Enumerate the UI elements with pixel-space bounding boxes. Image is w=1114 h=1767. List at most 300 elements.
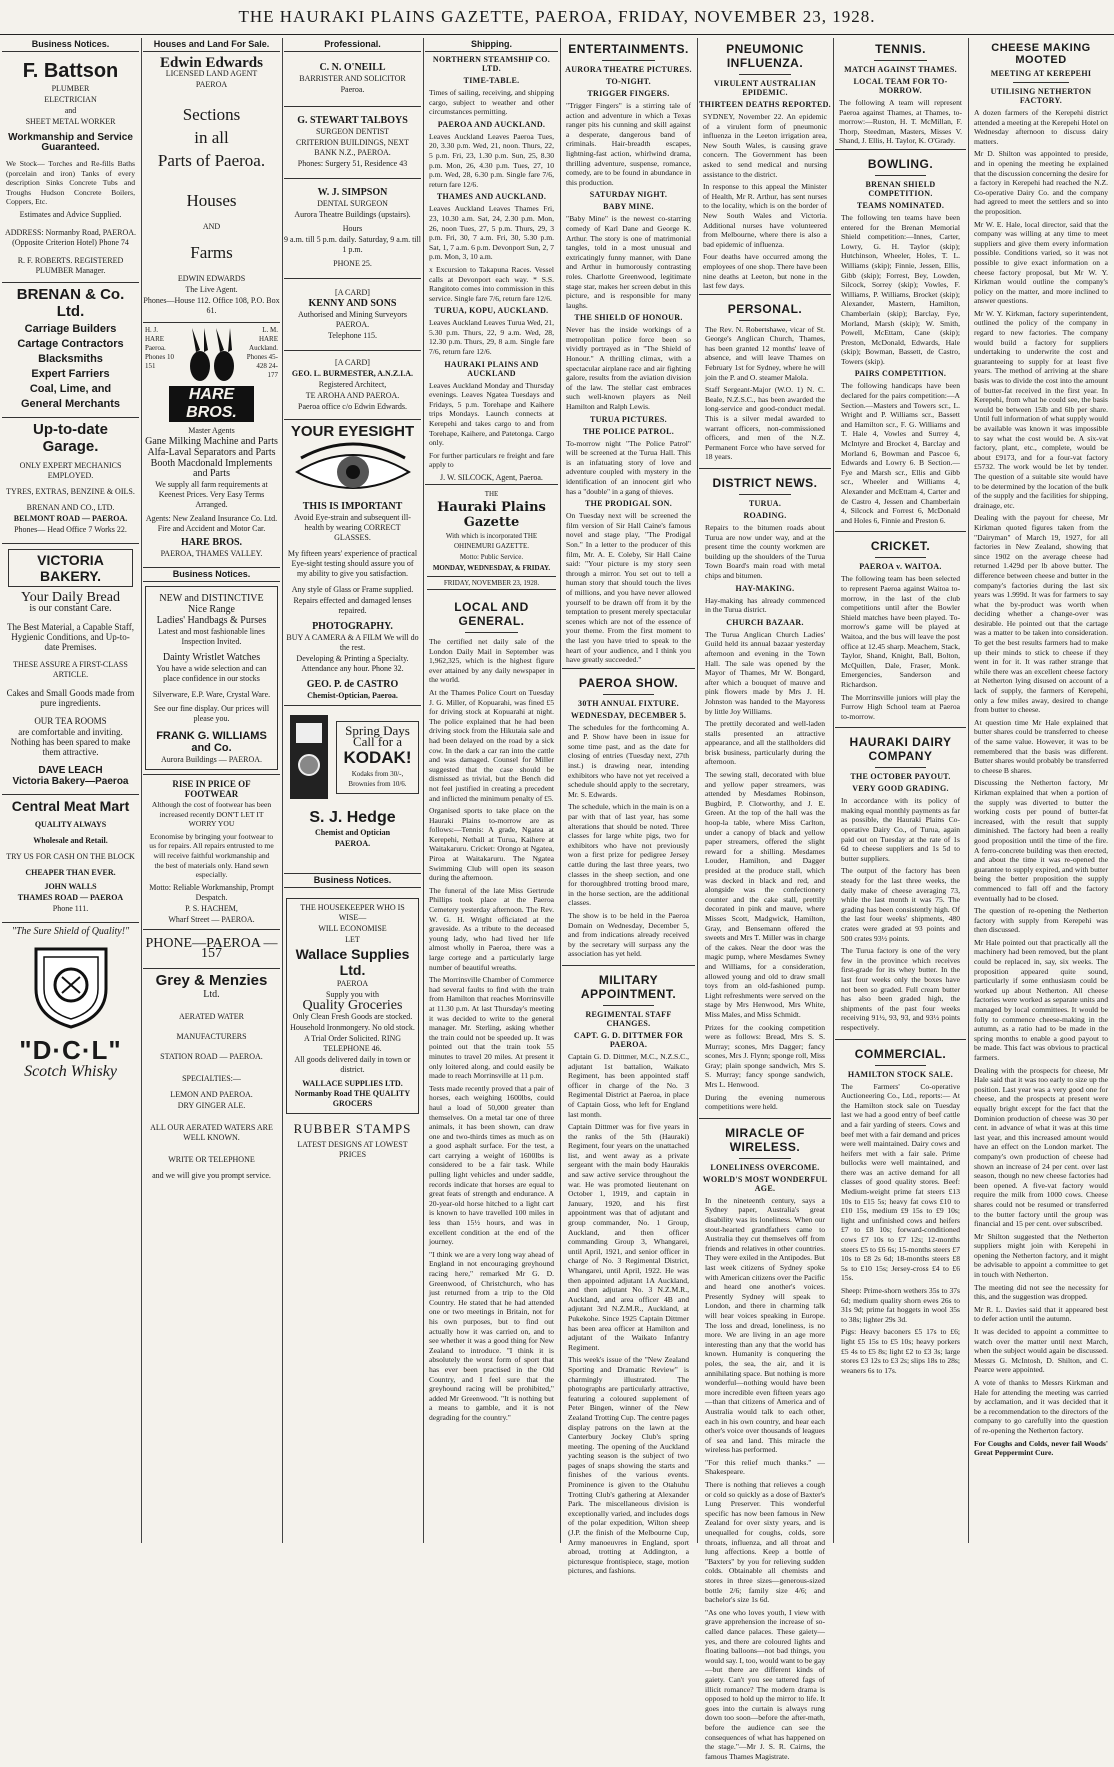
ad-line: You have a wide selection and can place confidence in our stocks [156,664,267,683]
dcl-whisky-ad [2,922,139,1081]
paragraph: Sheep: Prime-shorn wethers 35s to 37s 6d; medium quality shorn ewes 26s to 31s 9d; prime fat hoggets in wool 35s to 38s; lighter 29s 3d. [841,1286,960,1324]
paragraph: Prizes for the cooking competition were as follows: Bread, Mrs S. S. Murray; scones, Mrs Dagger; fancy scones, Mrs J. Flynn; sponge roll, Miss Gray; plain sponge sandwich, Mrs S. S. Murray; fancy sponge sandwich, Mrs L. Henwood. [705,1022,825,1090]
ad-line: Phones: Surgery 51, Residence 43 [297,159,408,168]
ad-line: Paeroa. [340,85,365,94]
paragraph: The Farmers' Co-operative Auctioneering Co., Ltd., reports:— At the Hamilton stock sale on Tuesday last we had a good entry of beef cattle and a fair yarding of steers. Cows and beef met with a fair demand and prices were well maintained. Dairy cows and heifers met with a fair sale. Prime bullocks were well maintained, and there was an active demand for all classes of good quality stores. Beef: Medium-weight prime fat steers £13 10s to £15 5s; heavy fat cows £10 to £10 15s, medium £9 15s to £9 10s; light and unfinished cows and heifers £7 to £8 10s; forward-conditioned cows £7 10s to £7 12s; 12-months steers £5 to £6 6s; 15-months steers £7 10s to £8 2s 6d; 18-months steers £8 5s to £10 15s; Jersey-cross £4 to £6 15s. [841,1081,960,1283]
ad-line: AND [202,222,221,231]
paragraph: The following ten teams have been entered for the Brenan Memorial Shield competition:—Innes, Carter, Lowry, G. H. Taylor (skip); Hutchinson, Wheeler, Holes, T. L. Williams (skip); Finnie, Jessen, Ellis, Gibb (skip); Forrest, Bey, Lowden, Silcock, Sorrey (skip); Vowles, F. Williams, P. Williams, Brocket (skip); Alexander, Mastern, Hamilton, Chamberlain (skip); Barclay, Fye, Morland, Marsh (skip); W. Smith, Powell, McEttam, Cane (skip); Preston, McDonald, Edwards, Hale (skip); Bowman, Bassett, de Castro, Towers (skip). [841,212,960,366]
ad-line: Cartage Contractors [17,337,124,350]
shipping-timetable [425,55,558,483]
ad-line: are comfortable and inviting. Nothing has been spared to make them attractive. [10,726,131,757]
kodak-ad [284,705,421,853]
paragraph: Never has the inside workings of a metropolitan police force been so vividly portrayed as in "The Shield of Honour." A thrilling climax, with a spectacular airplane race and air fighting galore, results from the aviation division of the law. The stellar cast embraces such well-known players as Neil Hamilton and Ralph Lewis. [566,325,691,412]
column-4 [425,38,558,1543]
cricket [835,531,966,727]
local-and-general [425,600,558,1423]
ad-line: Nice Range [188,604,235,615]
paragraph: Captain G. D. Dittmer, M.C., N.Z.S.C., adjutant 1st battalion, Waikato Regiment, has been appointed staff officer in charge of the No. 3 Regimental District at Paeroa, in place of Captain Goss, who left for England last month. [568,1051,689,1119]
column-label: Houses and Land For Sale. [143,38,280,52]
ad-line: The Best Material, a Capable Staff, Hygienic Conditions, and Up-to-date Premises. [6,621,135,652]
sub-head: THE PRODIGAL SON. [584,499,673,509]
column-1 [2,38,139,1543]
entertainments [562,42,695,665]
paragraph: Dealing with the payout for cheese, Mr Kirkman quoted figures taken from the "Dairyman" of March 19, 1927, for all factories in New Zealand, showing that since 1902 on the average cheese had returned 1.429d per lb above butter. The difference between cheese and butter in the company's factories during the last six years was 1.999d. It was for farmers to say what the by-product was worth when deciding whether a change-over was desirable. He pointed out that the cartage was a matter to be taken into consideration. To get the best results farmers had to make up their minds to stick to cheese if they went in for it. It was rather strange that while there was an excellent cheese factory at Netherton lying disused on account of a lack of supply, the farmers of Kerepehi, only a few miles away, desired to change from butter to cheese. [974,513,1108,715]
ad-line: DRY GINGER ALE. [177,1100,246,1110]
sub-head: THE POLICE PATROL. [582,426,675,436]
ad-line: L. M. HARE Auckland. Phones 45-428 24-177 [246,326,278,379]
paeroa-show [562,668,695,965]
paragraph: "I think we are a very long way ahead of England in not encouraging greyhound racing here," remarked Mr G. D. Greenwood, of Christchurch, who has just returned from a trip to the Old Country. He stated that he had attended one or two meetings in Britain, not for his own purposes, but to find out actually how it was carried on, and to see whether it was a good thing for New Zealand to introduce. "I think it is absolutely the worst form of sport that has ever been practised in the Old Country, and I feel sure that the greyhound racing will be prohibited," added Mr Greenwood. "It is nothing but a means to gamble, and it is not degrading for the country." [429,1249,554,1422]
sub-head: LOCAL TEAM FOR TO-MORROW. [853,77,948,95]
sub-head: PAEROA v. WAITOA. [859,562,942,572]
bakery-ad [2,543,139,790]
ad-line: Household Ironmongery. No old stock. [290,1023,415,1032]
column-rule [423,38,424,1543]
ad-line: Wharf Street — PAEROA. [168,914,255,924]
ad-line: Blacksmiths [38,352,103,365]
sub-head: THAMES AND AUCKLAND. [436,192,547,202]
sub-head: BABY MINE. [603,202,654,212]
ad-line: Call for a [352,733,403,749]
williams-ad [145,586,278,770]
ad-line: HARE BROS. [180,537,243,548]
personal [699,294,831,468]
ad-line: Farms [190,243,233,262]
ad-title: RISE IN PRICE OF FOOTWEAR [172,779,251,799]
sub-head: VIRULENT AUSTRALIAN EPIDEMIC. [713,79,817,97]
sub-head: MATCH AGAINST THAMES. [844,65,957,74]
hare-bros-ad [143,322,280,563]
ad-line: Scotch Whisky [24,1062,117,1080]
ad-line: THE [484,490,499,498]
ad-line: is our constant Care. [29,602,112,614]
column-rule [560,38,561,1543]
column-3 [284,38,421,1543]
shield-icon [26,943,116,1031]
paragraph: In accordance with its policy of making equal monthly payments as far as possible, the Hauraki Plains Co-operative Dairy Co., of Turua, again paid out on Tuesday at the rate of 1s 6d to cheese suppliers and 1s 5d to butter suppliers. [841,796,960,863]
grey-menzies-ad [143,968,280,1185]
ad-line: P. S. HACHEM, [185,903,238,913]
column-8 [970,38,1112,1543]
ad-line: Booth Macdonald Implements and Parts [150,458,273,479]
ad-line: Authorised and Mining Surveyors PAEROA. [297,310,408,329]
ad-title: Up-to-date Garage. [33,420,108,455]
ad-body: Although the cost of footwear has been increased recently DON'T LET IT WORRY YOU [151,800,272,829]
ad-title: FRANK G. WILLIAMS and Co. [156,730,267,754]
ad-line: Chemist and Optician [314,828,391,837]
sub-head: HAMILTON STOCK SALE. [847,1069,954,1079]
paragraph: Tests made recently proved that a pair of horses, each weighing 1600lbs, could haul a load of 50,000 greater than themselves. On a metal tar one of three animals, it has been shown, can draw one and two-thirds times as much as on a good asphalt surface. For the test, a cart carrying a weight of 1600lbs is considered to be a fair task. While pulling light vehicles and under saddle, records indicate that horses are equal to great feats of strength and endurance. A 20-year-old horse hitched to a light cart is known to have travelled 100 miles in less than 15½ hours, and was in excellent condition at the end of the journey. [429,1083,554,1247]
ad-line: AERATED WATER [179,1011,244,1021]
paragraph: Leaves Auckland Leaves Thames Fri, 23, 10.30 a.m. Sat, 24, 2.30 p.m. Mon, 26, noon Tues, 27, 5 p.m. Thurs, 29, 3 p.m. Fri, 30, 7 a.m. Fri, 30, 5.30 p.m. Sat, 1, 7 a.m. 6 p.m. Devonport Sun, 2, 7 p.m. Mon, 3, 10 a.m. [429,204,554,262]
ad-line: SHEET METAL WORKER [25,117,116,126]
ad-line: PAEROA. [334,839,371,848]
hare-logo-icon [180,326,244,386]
ad-line: Wholesale and Retail. [33,835,108,845]
paragraph: The certified net daily sale of the London Daily Mail in September was 1,962,325, which is the highest figure ever attained by any daily newspaper in the world. [429,637,554,685]
ad-line: Avoid Eye-strain and subsequent ill-health by wearing CORRECT GLASSES. [294,513,411,542]
ad-line: Estimates and Advice Supplied. [19,209,122,219]
sub-head: THE OCTOBER PAYOUT. [850,772,951,782]
paragraph: It was decided to appoint a committee to watch over the matter until next March, when the subject would again be discussed. Messrs G. McIntosh, D. Shilton, and C. Pearce were appointed. [974,1327,1108,1375]
ad-line: EDWIN EDWARDS [177,274,246,283]
tennis [835,42,966,146]
ad-line: Developing & Printing a Specialty. Attendance any hour. Phone 32. [296,654,409,673]
district-news [699,468,831,1118]
ad-title: Central Meat Mart [11,797,130,814]
sub-head: TURUA. [748,499,782,508]
ad-line: Any style of Glass or Frame supplied. [291,585,414,594]
ad-line: Parts of Paeroa. [157,151,266,170]
ad-line: LEMON AND PAEROA. [170,1089,253,1099]
ad-line: BARRISTER AND SOLICITOR [299,74,406,83]
paragraph: The output of the factory has been steady for the last three weeks, the daily make of cheese averaging 73, while the last month it was 75. The grading has been consistently high. Of the last four weeks' shipments, 480 crates were graded at 93 points and 500 crates 93½ points. [841,866,960,943]
paragraph: x Excursion to Takapuna Races. Vessel calls at Devonport each way. * S.S. Rangitoto comes into commission in this service. Single fare 7/6, return fare 12/6. [429,264,554,303]
phone-ad [143,929,280,968]
sub-head: TO-NIGHT. [606,77,651,86]
ad-line: Repairs effected and damaged lenses repaired. [293,596,412,615]
footwear-ad [143,774,280,929]
column-rule [968,38,969,1543]
ad-line: Agents: New Zealand Insurance Co. Ltd. Fire and Accident and Motor Car. [145,514,278,533]
ad-line: [A CARD] [335,358,370,367]
paragraph: Mr Hale pointed out that practically all the machinery had been removed, but the plant could be replaced in, say, six weeks. The proposition appeared quite sound, particularly if some enthusiasm could be worked up about Netherton. All cheese factories were worked as separate units and managed by local committees. It would be folly to commence cheese-making in the autumn, as a ratio had to be made in the spring months to enable a good payout to be made. This fact was obvious to practical farmers. [974,937,1108,1062]
ad-line: Motto: Reliable Workmanship, Prompt Despatch. [149,882,274,902]
ad-line: CHEAPER THAN EVER. [25,867,116,877]
ad-line: Phones—House 112. Office 108, P.O. Box 61. [143,296,280,315]
ad-line: Hours [342,224,363,233]
ad-line: BRENAN AND CO., LTD. [26,502,115,512]
ad-body: Economise by bringing your footwear to us for repairs. All repairs entrusted to me will receive faithful workmanship and the best of materials only. Hand sewn especially. [149,831,274,880]
ad-line: Alfa-Laval Separators and Parts [147,447,276,458]
ad-line: Aurora Buildings — PAEROA. [160,755,263,764]
ad-manager: R. F. ROBERTS. REGISTERED PLUMBER Manager. [17,255,124,275]
paragraph: For further particulars re freight and fare apply to [429,450,554,470]
paragraph: The sewing stall, decorated with blue and yellow paper streamers, was attended by Mesdames Robinson, Bugbird, P. Clotworthy, and J. E. Green. At the top of the hall was the hoop-la table, where Miss Carlton, under a canopy of black and yellow paper streamers, offered the slight reward for a shilling. Mesdames Louder, Hamilton, and Dagger presided at the produce stall, which was decked in black and red, and alongside was the confectionery counter and the cake stall, prettily decorated in pink and mauve, where Misses Scott, Madgwick, Hamilton, Gray, and Bensemann offered the sweets and Mrs T. Miller was in charge of the cakes. Near the door was the magic pump, where Mesdames Swney and Williams, for a consideration, allowed young and old to draw small toys from an old-fashioned pump. Light refreshments were served on the stage by Mrs Henwood, Mrs White, Miss Males, and Miss Schmidt. [705,770,825,1019]
paragraph: The following A team will represent Paeroa against Thames, at Thames, to-morrow:—Ruston, H. T. McMillan, F. Thorp, Steedman, Masters, Misses V. Shand, J. Ellis, H. Taylor, K. O'Grady. [839,98,962,146]
ad-line: TRY US FOR CASH ON THE BLOCK [6,851,135,861]
ad-line: A Trial Order Solicited. RING TELEPHONE 46. [303,1034,402,1053]
ad-line: SURGEON DENTIST [315,127,390,136]
kenny-card [284,278,421,350]
sub-head: THIRTEEN DEATHS REPORTED. [699,100,831,109]
sub-head: CAPT. G. D. DITTMER FOR PAEROA. [573,1030,684,1049]
ad-line: WILL ECONOMISE [318,924,387,933]
ad-line: We supply all farm requirements at Keenest Prices. Very Easy Terms Arranged. [155,480,268,509]
ad-line: Only Clean Fresh Goods are stocked. [292,1012,413,1021]
ad-title: VICTORIA BAKERY. [8,549,133,587]
ad-line: Supply you with [326,990,379,999]
ad-title: C. N. O'NEILL [319,62,386,73]
column-label: Professional. [284,38,421,52]
paragraph: Discussing the Netherton factory, Mr Kirkman explained that when a portion of the supply was diverted to butter the working costs per pound of butter-fat increased, with the result that supply diminished. The factory had been a really good proposition until the time of the fire. A ferro-concrete building was then erected, and about the time it was re-opened the guarantee to supply expired, and with butter being the better proposition the supply commenced to fall off and the factory eventually had to be closed. [974,778,1108,903]
gazette-masthead [425,484,558,596]
ad-line: and [64,106,77,115]
paragraph: Staff Sergeant-Major (W.O. 1) N. C. Beale, N.Z.S.C., has been awarded the long-service and good-conduct medal. This is a silver medal awarded to warrant officers, non-commissioned officers, and men of the N.Z. Permanent Force who have served for 18 years. [705,385,825,462]
ad-line: in all [194,128,229,147]
section-heading: CHEESE MAKING MOOTED [991,42,1091,66]
paragraph: To-morrow night "The Police Patrol" will be screened at the Turua Hall. This is an infatuating story of love and adventure coupled with mystery in the identification of an innocent girl who has a "double" in a gang of thieves. [566,438,691,496]
section-heading: COMMERCIAL. [854,1046,947,1061]
column-rule [141,38,142,1543]
ad-line: TE AROHA AND PAEROA. [305,391,400,400]
paragraph: During the evening numerous competitions were held. [705,1092,825,1112]
eyesight-ad [284,419,421,705]
paragraph: Repairs to the bitumen roads about Turua are now under way, and at the present time the county workmen are building up the shoulders of the Turua Town Board's main road with metal chips and bitumen. [705,523,825,580]
ad-line: See our fine display. Our prices will please you. [153,704,270,723]
ad-line: 9 a.m. till 5 p.m. daily. Saturday, 9 a.m. till 1 p.m. [284,235,421,254]
eye-icon [293,444,413,498]
sub-head: PAIRS COMPETITION. [854,369,947,379]
section-heading: MILITARY APPOINTMENT. [580,972,677,1001]
ad-line: PAEROA, THAMES VALLEY. [160,549,263,558]
paragraph: At the Thames Police Court on Tuesday J. G. Miller, of Kopuarahi, was fined £5 for driving stock at Kopuarahi at night. The police explained that he had been driving stock from the Hikutaia sale and had been delayed on the road by a sick cow. In the dark a car ran into the cattle and was damaged. Counsel for Miller suggested that the case should be dismissed as trivial, but the Bench did not feel justified in creating a precedent and inflicted the minimum penalty of £5. [429,687,554,803]
paragraph: SYDNEY, November 22. An epidemic of a virulent form of pneumonic influenza in the Leeton irrigation area, New South Wales, is causing grave concern. The Government has been asked to send medical and nursing assistance to the district. [703,112,827,179]
paragraph: For Coughs and Colds, never fail Woods' Great Peppermint Cure. [974,1438,1108,1458]
ad-line: Kodaks from 30/-, Brownies from 10/6. [348,769,407,788]
sub-head: SATURDAY NIGHT. [589,190,668,200]
ad-line: Quality Groceries [302,998,403,1013]
section-heading: HAURAKI DAIRY COMPANY [849,735,952,764]
paragraph: The meeting did not see the necessity for this, and the suggestion was dropped. [974,1282,1108,1302]
simpson-card [284,178,421,278]
paragraph: The Morrinsville juniors will play the Furrow High School team at Paeroa to-morrow. [841,692,960,721]
ad-line: Gane Milking Machine and Parts [145,436,278,447]
ad-line: Ladies' Handbags & Purses [156,615,267,626]
ad-title: W. J. SIMPSON [317,187,388,198]
ad-line: and we will give you prompt service. [152,1170,271,1180]
paragraph: Mr D. Shilton was appointed to preside, and in opening the meeting he explained that the discussion concerning the desire for a factory in Kerepehi had reached the N.Z. Co-operative Dairy Co. and the company had agreed to meet the settlers and so into the proposition. [974,149,1108,216]
column-label: Shipping. [425,38,558,52]
ad-line: My fifteen years' experience of practical Eye-sight testing should assure you of my ability to give you satisfaction. [287,549,418,578]
paragraph: The schedules for the forthcoming A. and P. Show have been in issue for some time past, and as the date for closing of entries (Tuesday next, 27th inst.) is drawing near, intending exhibitors who have not yet received a schedule should apply to the secretary, Mr. S. Edwards. [568,722,689,799]
ad-line: Your Daily Bread [21,589,120,605]
sub-head: REGIMENTAL STAFF CHANGES. [585,1009,672,1028]
ad-title: KODAK! [343,747,412,767]
ad-line: THESE ASSURE A FIRST-CLASS ARTICLE. [13,659,128,679]
ad-address: ADDRESS: Normanby Road, PAEROA. (Opposite Criterion Hotel) Phone 74 [4,227,137,247]
paragraph: Dealing with the prospects for cheese, Mr Hale said that it was too early to size up the position. Last year was a very good one for cheese, and the prospects at present were equally bright except for the fact that the Dominion production of cheese was 30 per cent. in advance of what it was at this time last year, and this increased amount would have an effect on the London market. The company's own production of cheese had shown an increase of 24 per cent. over last season, though no new cheese factories had been opened. A five-vat factory would require the milk from 1000 cows. Cheese shares could not be resumed or transferred to the butter factory until the group was financial and 15 per cent. over subscribed. [974,1065,1108,1229]
paragraph: The Turua Anglican Church Ladies' Guild held its annual bazaar yesterday afternoon and evening in the Town Hall. The sale was opened by the Mayor of Thames, Mr W. Bongard, after which a bouquet of mauve and pink flowers made by Mrs J. H. Johnston was handed to the Mayoress by little Joy Williams. [705,629,825,716]
section-heading: CRICKET. [870,539,931,554]
ad-title: G. STEWART TALBOYS [297,115,408,126]
ad-line: [A CARD] [335,288,370,297]
paragraph: Captain Dittmer was for five years in the ranks of the 5th (Hauraki) Regiment, four years on the unattached list, and went away as a private sergeant with the main body Haurakis and saw active service throughout the war. He was promoted lieutenant on October 1, 1919, and captain in January, 1920, and his first appointment was that of adjutant and group commander, No. 1 Group, Auckland, and then officer commanding Group 3, Whangarei, until April, 1921, and senior officer in charge of No. 3 Regimental District, Whangarei, until April, 1922. He was then appointed adjutant 1A Auckland, and then adjutant No. 3 N.Z.M.R., Auckland, and area officer 4B and adjutant 3rd N.Z.M.R., Auckland, at Pukekohe. Since 1925 Captain Dittmer has been area officer at Hamilton and adjutant of the Waikato Infantry Regiment. [568,1122,689,1352]
ad-title: BRENAN & Co. Ltd. [16,285,125,320]
ad-line: Spring Days [345,722,410,738]
ad-line: LET [345,935,360,944]
sub-head: TURUA PICTURES. [590,414,667,424]
paragraph: "For this relief much thanks." —Shakespeare. [705,1457,825,1477]
ad-line: DENTAL SURGEON [317,199,388,208]
ad-title: GEO. L. BURMESTER, A.N.Z.I.A. [291,369,414,378]
burmester-card [284,350,421,419]
paragraph: "As one who loves youth, I view with grave apprehension the increase of so-called dance palaces. These gaiety—yes, and there are coloured lights and floating balloons—not bad things, you would say. I, too, would want to be gay—but there are different kinds of gaiety. Can't you see tattered fags of illicit romance? The modern drama is opposed to hold up the mirror to life. It goes into the curtain is always rung down too soon—before the after-math, before the audience can see the consequences of what has happened on the stage."—Mr J. S. R. Cairns, the famous Thames Magistrate. [705,1607,825,1761]
ad-line: Victoria Bakery—Paeroa [12,775,129,787]
ad-line: NEW and DISTINCTIVE [159,593,264,604]
ad-line: GEO. P. de CASTRO [306,679,399,690]
ad-line: Cakes and Small Goods made from pure ingredients. [6,687,135,708]
edwards-ad [143,55,280,316]
column-6 [699,38,831,1761]
ad-line: General Merchants [20,397,121,410]
masthead: THE HAURAKI PLAINS GAZETTE, PAEROA, FRIDAY, NOVEMBER 23, 1928. [0,0,1114,35]
ad-line: BUY A CAMERA & A FILM We will do the rest. [286,633,419,652]
paragraph: A vote of thanks to Messrs Kirkman and Hale for attending the meeting was carried by acclamation, and it was decided that it be a recommendation to the directors of the company to go carefully into the question of re-opening the Netherton factory. [974,1378,1108,1435]
paragraph: The Morrinsville Chamber of Commerce had several faults to find with the train from Hamilton that reaches Morrinsville at 11.30 p.m. At last Thursday's meeting it was decided to write to the general manager. Mr. Sterling, asking whether the train could not be speeded up. It was pointed out that the train took 55 minutes to travel 20 miles. At present it only loitered along, and could easily be made to reach Morrinsville at 11 p.m. [429,975,554,1081]
ad-title: Edwin Edwards [160,55,263,71]
ad-line: OUR TEA ROOMS [34,715,107,726]
ad-line: MONDAY, WEDNESDAY, & FRIDAY. [432,564,551,572]
ad-line: ELECTRICIAN [44,95,97,104]
sub-head: WORLD'S MOST WONDERFUL AGE. [702,1174,828,1193]
section-heading: MIRACLE OF WIRELESS. [725,1125,805,1154]
paragraph: "Trigger Fingers" is a stirring tale of action and adventure in which a Texas ranger pits his cunning and skill against a desperate, dangerous band of criminals. Hair-breadth escapes, lightning-fast action, whirlwind drama, thrilling adventure, suspense, romance, comedy, are to be found in abundance in this production. [566,101,691,187]
ad-line: TYRES, EXTRAS, BENZINE & OILS. [6,486,135,496]
ad-title: Wallace Supplies Ltd. [295,946,410,978]
paragraph: The question of re-opening the Netherton factory with supply from Kerepehi was then discussed. [974,906,1108,935]
column-2 [143,38,280,1543]
ad-body: We Stock— Torches and Re-fills Baths (porcelain and iron) Tanks of every description Sinks Concrete Tubs and Troughs Hudson Concrete Boilers, Coppers, Etc. [6,159,135,207]
ad-line: Expert Farriers [31,367,110,380]
section-heading: PNEUMONIC INFLUENZA. [726,42,804,70]
ad-line: Chemist-Optician, Paeroa. [307,691,398,700]
ad-line: With which is incorporated THE OHINEMURI GAZETTE. [445,532,538,550]
ad-line: Silverware, E.P. Ware, Crystal Ware. [152,690,271,699]
ad-line: WALLACE SUPPLIES LTD. Normanby Road THE QUALITY GROCERS [294,1079,411,1108]
rubber-stamps-ad [284,1121,421,1160]
ad-line: H. J. HARE Paeroa. Phones 10 151 [145,326,174,370]
paragraph: Leaves Auckland Monday and Thursday evenings. Leaves Ngatea Tuesdays and Fridays, 5 p.m. Torehape and Kaihere trips Mondays. Launch connects at Kerepehi and takes cargo to and from Torehape, Kaihere, and Patetonga. Cargo only. [429,380,554,448]
ad-line: Phone 111. [52,903,89,913]
ad-line: Aurora Theatre Buildings (upstairs). [294,210,411,219]
sub-head: ROADING. [743,511,787,520]
ad-line: All goods delivered daily in town or district. [294,1055,411,1074]
oneill-card [284,52,421,106]
ad-line: LICENSED LAND AGENT [165,69,258,78]
section-heading: TENNIS. [875,42,926,56]
sub-head: WEDNESDAY, DECEMBER 5. [570,710,687,720]
ad-line: "The Sure Shield of Quality!" [11,925,130,937]
sub-head: MEETING AT KEREPEHI [990,69,1092,78]
paragraph: Four deaths have occurred among the employees of one shop. There have been nine deaths at Leeton, but none in the last few days. [703,252,827,291]
paragraph: In response to this appeal the Minister of Health, Mr R. Arthur, has sent nurses to the locality, which is on the border of New South Wales and Victoria. Additional nurses have volunteered from Melbourne, where there is also a bad epidemic of influenza. [703,182,827,249]
paragraph: Times of sailing, receiving, and shipping cargo, subject to weather and other circumstances permitting. [429,88,554,117]
paragraph: The Turua factory is one of the very few in the province which receives first-grade for its whey butter. In the last four weeks only the boxes have not been so graded. Full cream butter has also been graded high, the shipments of the past four weeks receiving 91½, 93, 93, and 93½ points respectively. [841,946,960,1032]
sub-head: LONELINESS OVERCOME. [710,1162,820,1172]
commercial [835,1039,966,1382]
ad-line: Coal, Lime, and [29,382,112,395]
paragraph: The following team has been selected to represent Paeroa against Waitoa to-morrow, in the last of the club competitions until after the Bowler Shield matches have been played. To-morrow's game will be played at Waitoa, and the bus will leave the post office at 12.45 sharp. Meachem, Stack, Taylor, Shand, Knight, Ball, Bolton, McQuillen, Dale, Fraser, Monk. Emergencies, Sanderson and Richardson. [841,574,960,689]
ad-line: Telephone 115. [328,331,377,340]
cheese-making-mooted [970,42,1112,1458]
paragraph: Hay-making has already commenced in the Turua district. [705,595,825,615]
sub-head: HAURAKI PLAINS AND AUCKLAND [444,359,539,378]
ad-line: ALL OUR AERATED WATERS ARE WELL KNOWN. [150,1122,273,1142]
paragraph: Organised sports to take place on the Hauraki Plains to-morrow are as follows:—Tennis: A grade, Ngatea at Kerepehi, Netball at Turua, Kaihere at Waitakaruru. Cricket: Orongo at Ngatea, Piroa at Waitakaruru. The Ngatea Swimming Club will open its season during the afternoon. [429,806,554,883]
ad-line: PLUMBER [51,84,90,93]
paragraph: The Rev. N. Robertshawe, vicar of St. George's Anglican Church, Thames, has been granted 12 months' leave of absence, and will leave Thames on February 1st for Sydney, where he will join the P. and O. steamer Malola. [705,324,825,382]
ad-line: PHONE—PAEROA —157 [145,935,278,961]
ad-line: WRITE OR TELEPHONE [168,1154,255,1164]
paragraph: The show is to be held in the Paeroa Domain on Wednesday, December 5, and from indications already received by the secretary will surpass any the association has yet held. [568,910,689,959]
column-rule [697,38,698,1543]
ad-line: Dainty Wristlet Watches [162,652,261,663]
ad-line: STATION ROAD — PAEROA. [160,1051,263,1061]
sub-head: UTILISING NETHERTON FACTORY. [990,87,1092,105]
paper-title: Hauraki Plains Gazette [437,500,546,530]
ad-line: DAVE LEACH [38,764,103,776]
sub-head: TEAMS NOMINATED. [856,200,945,210]
ad-title: HARE BROS. [169,386,254,422]
paragraph: Mr Shilton suggested that the Netherton suppliers might join with Kerepehi in opening the Netherton factory, and it might be advisable to appoint a committee to get in touch with Netherton. [974,1231,1108,1280]
ad-title: Grey & Menzies [155,971,268,989]
ad-line: The Live Agent. [185,285,238,294]
bowling [835,149,966,531]
paragraph: Mr R. L. Davies said that it appeared best to defer action until the autumn. [974,1304,1108,1324]
sub-head: PAEROA AND AUCKLAND. [437,119,546,129]
ad-line: Ltd. [203,988,220,1000]
column-rule [833,38,834,1543]
paragraph: "Baby Mine" is the newest co-starring comedy of Karl Dane and George K. Arthur. The story is one of matrimonial tangles, told in a most unusual and extricatingly funny manner, with Dane and Arthur in humorously contrasting roles. Charlotte Greenwood, legitimate stage star, makes her screen debut in this picture, and is responsible for many laughs. [566,214,691,310]
paragraph: There is nothing that relieves a cough or cold so quickly as a dose of Baxter's Lung Preserver. This wonderful specific has now been famous in New Zealand for over sixty years, and is unequalled for coughs, colds, sore throats, influenza, and all throat and lung affections. Keep a bottle of "Baxters" by you for relieving sudden colds. Obtainable all chemists and stores in three sizes—generous-sized bottle 2/6; family size 4/6; and bachelor's size 1s 6d. [705,1480,825,1605]
paragraph: This week's issue of the "New Zealand Sporting and Dramatic Review" is charmingly illustrated. The photographs are particularly attractive, featuring a coloured supplement of Peter Bingen, winner of the New Zealand Trotting Cup. The centre pages display patrons on the lawn at the Canterbury Jockey Club's spring meeting. The opening of the Auckland yachting season is the subject of two pages of snaps showing the starts and finishes of the various events. Prominence is given to the Otahuhu Trotting Club's gathering at Alexander Park. The miscellaneous division is exceptionally varied, and includes dogs of the polar expedition, Wilton sheep (J.P. the finish of the Melbourne Cup, Army manoeuvres in England, sport abroad, trotting at Addington, a picturesque frontispiece, stage, motion pictures, and fashions. [568,1355,689,1576]
column-label: Business Notices. [2,38,139,52]
sub-head: THE SHIELD OF HONOUR. [574,313,683,323]
section-heading: ENTERTAINMENTS. [568,42,689,56]
ad-line: THAMES ROAD — PAEROA [17,892,124,902]
paragraph: At question time Mr Hale explained that butter shares could be transferred to cheese of the same value. However, it was to be remembered that the basis was different. Butter shares would probably be transferred to cheese B shares. [974,717,1108,775]
paragraph: The funeral of the late Miss Gertrude Phillips took place at the Paeroa Cemetery yesterday afternoon. The Rev. W. G. H. Wright officiated at the graveside. As a tribute to the deceased young lady, who had lived her life almost wholly in Paeroa, there was a large cortege and a particularly large number of beautiful wreaths. [429,885,554,972]
column-label: Business Notices. [143,567,280,582]
ad-line: PAEROA [195,80,228,89]
ad-title: KENNY AND SONS [308,298,397,309]
miracle-of-wireless [699,1118,831,1767]
ad-line: Motto: Public Service. [459,553,524,561]
sub-head: 30TH ANNUAL FIXTURE. [578,698,679,708]
sub-head: BRENAN SHIELD COMPETITION. [865,179,936,198]
ad-title: S. J. Hedge [309,809,396,826]
ad-line: Latest and most fashionable lines Inspection Invited. [158,627,265,646]
ad-line: Carriage Builders [24,322,117,335]
paragraph: Leaves Auckland Leaves Paeroa Tues, 20, 3.30 p.m. Wed, 21, noon. Thurs, 22, 5 p.m. Fri, 23, 1.30 p.m. Sun, 25, 8.30 p.m. Mon, 26, 4.30 p.m. Tues, 27, 10 p.m. Wed, 28, 6.30 p.m. Single fare 7/6, return fare 12/6. [429,131,554,189]
paragraph: Pigs: Heavy baconers £5 17s to £6; light £5 15s to £5 10s; heavy porkers £5 4s to £5 8s; light £2 to £3 3s; large stores £3 12s to £3 2s; slips 18s to 28s; weaners 6s to 17s. [841,1327,960,1375]
paragraph: The prettily decorated and well-laden stalls presented an attractive appearance, and all the stallholders did brisk business, particularly during the afternoon. [705,719,825,767]
ad-line: ONLY EXPERT MECHANICS EMPLOYED. [19,460,122,480]
pneumonic-influenza [699,42,831,291]
ad-line: LATEST DESIGNS AT LOWEST PRICES [297,1140,408,1159]
issue-date: FRIDAY, NOVEMBER 23, 1928. [427,576,556,590]
ad-line: PAEROA [336,979,369,988]
wallace-ad [286,898,419,1114]
ad-title: YOUR EYESIGHT [290,423,415,440]
ad-line: MANUFACTURERS [176,1031,247,1041]
sub-head: HAY-MAKING. [735,583,795,593]
paragraph: Leaves Auckland Leaves Turua Wed, 21, 5.30 p.m. Thurs, 22, 9 a.m. Wed, 28, 12.30 p.m. Thurs, 29, 8 a.m. Single fare 7/6, return fare 12/6. [429,318,554,357]
camera-icon [286,709,332,805]
ad-line: CRITERION BUILDINGS, NEXT BANK N.Z., PAEROA. [295,138,410,157]
sub-head: TRIGGER FINGERS. [587,89,670,98]
section-heading: DISTRICT NEWS. [712,476,818,490]
paragraph: A dozen farmers of the Kerepehi district attended a meeting at the Kerepehi Hotel on Wednesday afternoon to discuss dairy matters. [974,108,1108,146]
ad-line: Registered Architect, [318,380,387,389]
talboys-card [284,106,421,178]
section-heading: BOWLING. [867,156,934,171]
section-heading: PERSONAL. [727,301,803,316]
column-5 [562,38,695,1576]
battson-ad [2,60,139,276]
garage-ad [2,417,139,539]
